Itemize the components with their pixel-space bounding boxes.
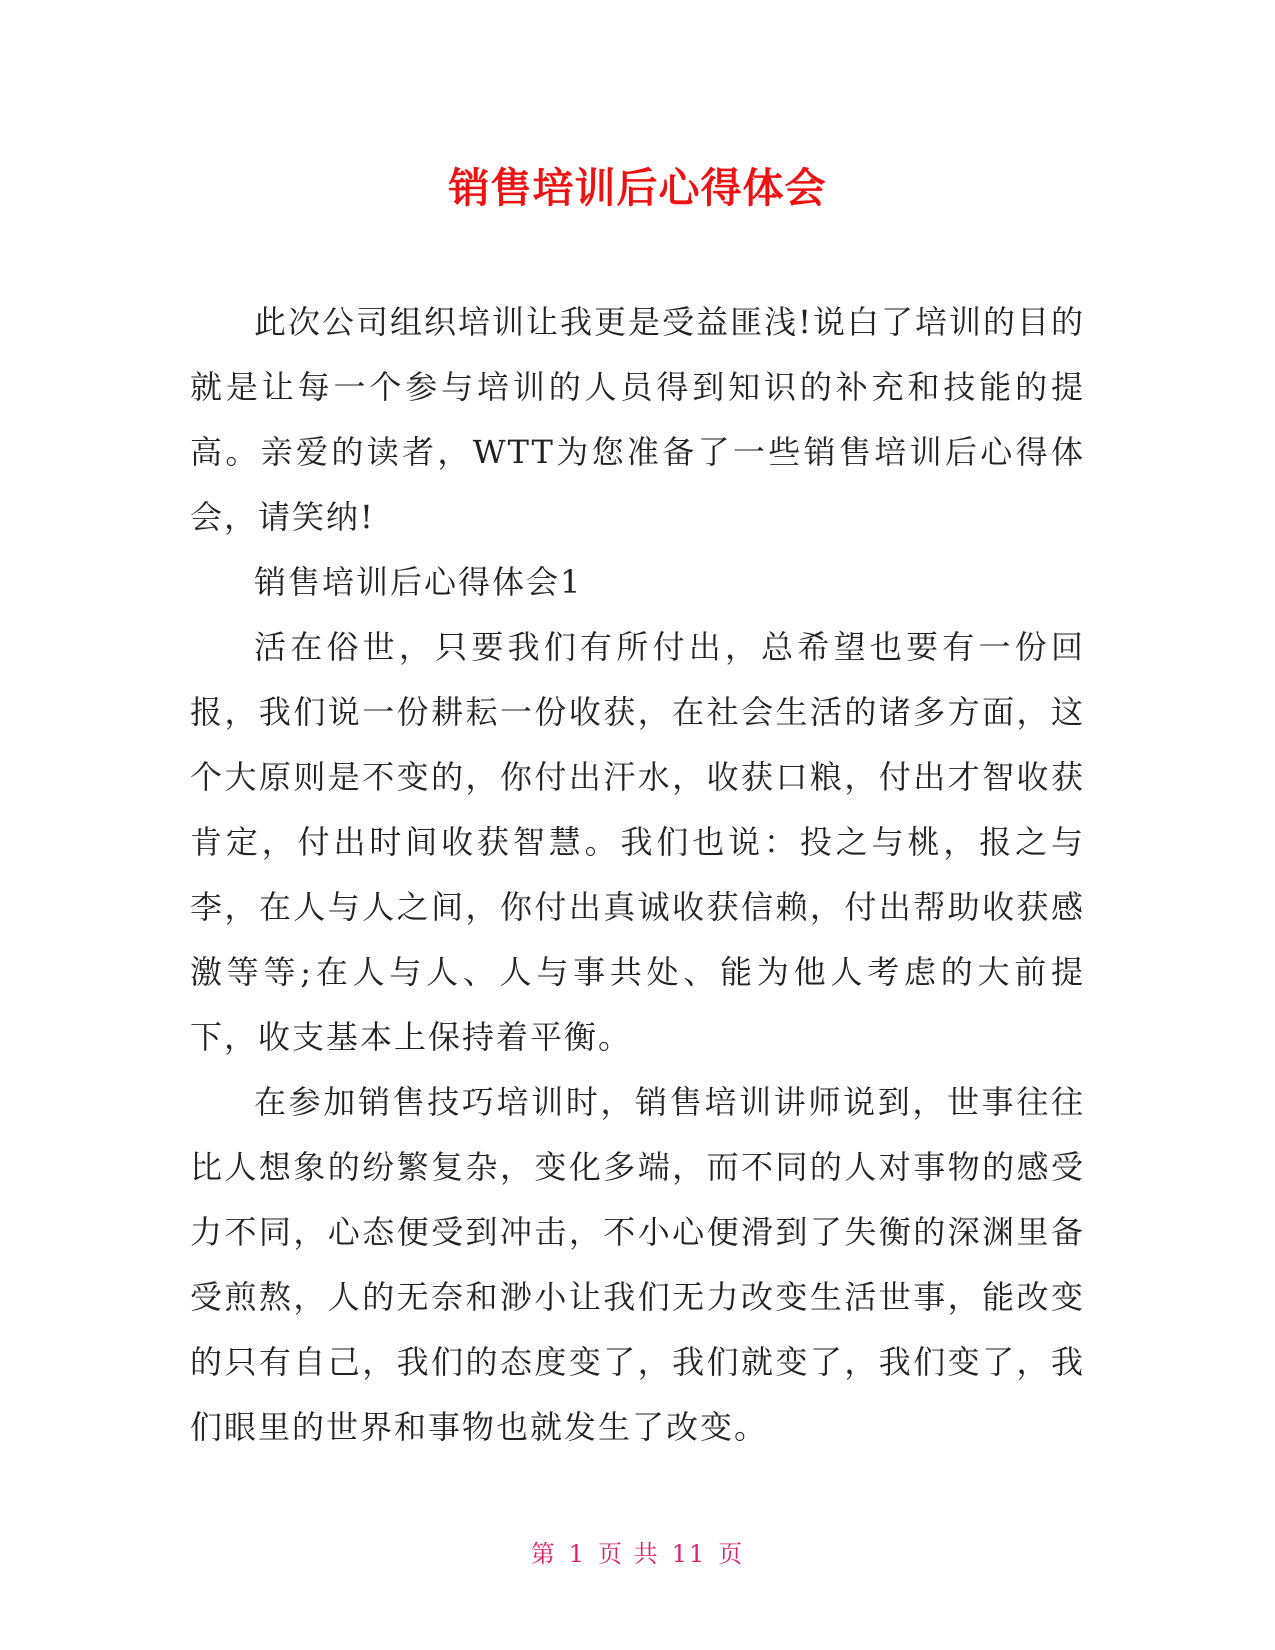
footer-total-pages: 11	[671, 1540, 707, 1568]
document-body	[190, 290, 1085, 1460]
footer-prefix: 第	[530, 1540, 557, 1568]
footer-suffix: 页	[718, 1540, 745, 1568]
body-paragraph: 活在俗世，只要我们有所付出，总希望也要有一份回报，我们说一份耕耘一份收获，在社会生活的诸多方面，这个大原则是不变的，你付出汗水，收获口粮，付出才智收获肯定，付出时间收获智慧。我们也说：投之与桃，报之与李，在人与人之间，你付出真诚收获信赖，付出帮助收获感激等等;在人与人、人与事共处、能为他人考虑的大前提下，收支基本上保持着平衡。	[190, 628, 1085, 1056]
footer-current-page: 1	[568, 1540, 587, 1568]
page-footer	[0, 1538, 1275, 1570]
body-paragraph: 在参加销售技巧培训时，销售培训讲师说到，世事往往比人想象的纷繁复杂，变化多端，而不同的人对事物的感受力不同，心态便受到冲击，不小心便滑到了失衡的深渊里备受煎熬，人的无奈和渺小让我们无力改变生活世事，能改变的只有自己，我们的态度变了，我们就变了，我们变了，我们眼里的世界和事物也就发生了改变。	[190, 1083, 1085, 1446]
footer-middle: 页 共	[598, 1540, 660, 1568]
section-heading: 销售培训后心得体会1	[254, 563, 583, 601]
document-title: 销售培训后心得体会	[448, 164, 827, 212]
intro-paragraph: 此次公司组织培训让我更是受益匪浅!说白了培训的目的就是让每一个参与培训的人员得到知识的补充和技能的提高。亲爱的读者，WTT为您准备了一些销售培训后心得体会，请笑纳!	[190, 303, 1085, 536]
